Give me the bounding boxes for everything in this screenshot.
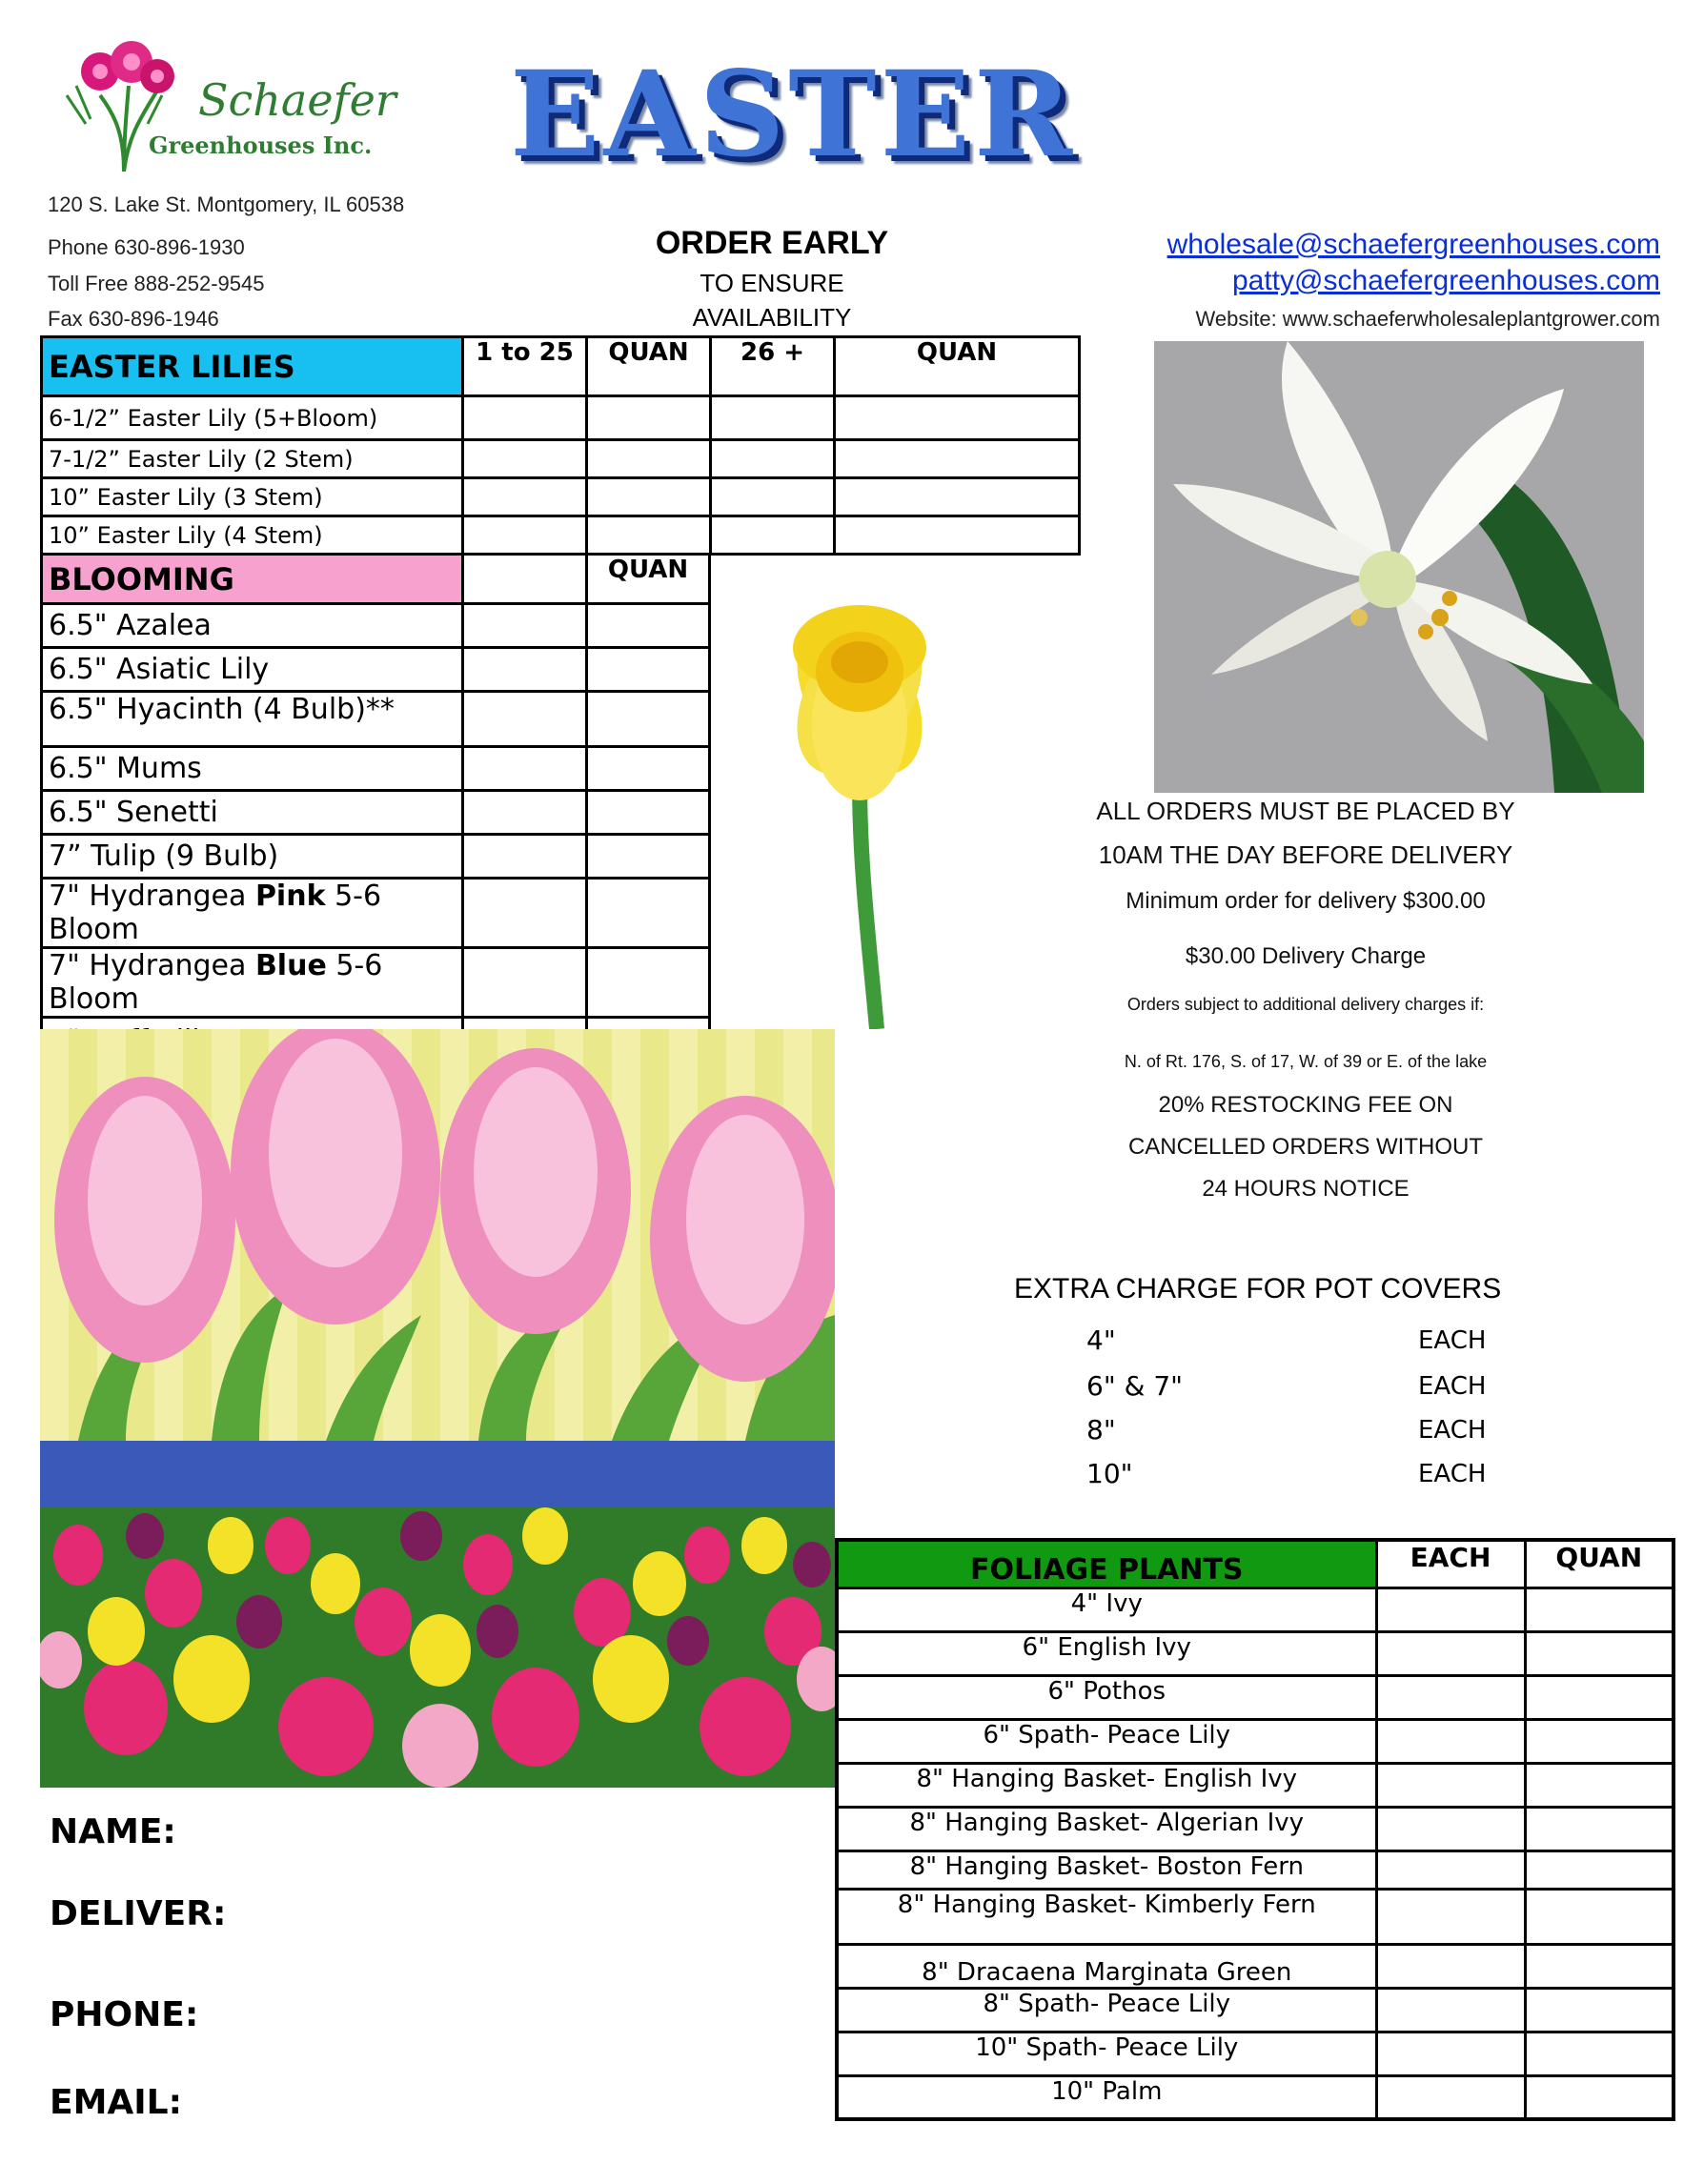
lily-cell[interactable] (835, 516, 1080, 555)
blooming-item: 6.5" Hyacinth (4 Bulb)** (42, 692, 463, 747)
lily-cell[interactable] (463, 478, 587, 516)
blooming-cell[interactable] (463, 604, 587, 648)
blooming-item-hydrangea-pink (42, 879, 463, 948)
hydrangea-pink-post: 5-6 Bloom (49, 880, 382, 946)
lily-cell[interactable] (711, 440, 835, 478)
foliage-item: 8" Hanging Basket- Boston Fern (837, 1850, 1376, 1889)
foliage-cell[interactable] (1525, 1889, 1674, 1944)
foliage-header: FOLIAGE PLANTS (837, 1540, 1376, 1587)
foliage-cell[interactable] (1525, 1631, 1674, 1675)
foliage-cell[interactable] (1525, 1807, 1674, 1850)
email-link-wholesale[interactable]: wholesale@schaefergreenhouses.com (1166, 229, 1660, 260)
page-title: EASTER (510, 46, 1077, 184)
pot-cover-size: 8" (1086, 1414, 1116, 1446)
lily-cell[interactable] (835, 478, 1080, 516)
blooming-cell[interactable] (463, 879, 587, 948)
lily-cell[interactable] (587, 396, 711, 440)
blooming-cell[interactable] (463, 948, 587, 1018)
foliage-cell[interactable] (1376, 1807, 1525, 1850)
foliage-cell[interactable] (1376, 1889, 1525, 1944)
lily-cell[interactable] (463, 516, 587, 555)
info-delivery-area: N. of Rt. 176, S. of 17, W. of 39 or E. of the lake (1124, 1052, 1488, 1071)
lily-cell[interactable] (587, 516, 711, 555)
info-orders-deadline-1: ALL ORDERS MUST BE PLACED BY (1096, 797, 1515, 825)
foliage-item: 10" Spath- Peace Lily (837, 2032, 1376, 2075)
foliage-cell[interactable] (1525, 1719, 1674, 1763)
pot-covers-title: EXTRA CHARGE FOR POT COVERS (1014, 1273, 1502, 1304)
pot-cover-unit: EACH (1418, 1460, 1487, 1488)
foliage-cell[interactable] (1376, 1763, 1525, 1807)
fax-text: Fax 630-896-1946 (48, 307, 219, 331)
blooming-cell[interactable] (463, 692, 587, 747)
blooming-cell[interactable] (463, 747, 587, 791)
blooming-table (40, 553, 711, 1061)
lily-cell[interactable] (711, 478, 835, 516)
email-label: EMAIL: (50, 2083, 183, 2122)
foliage-item: 8" Hanging Basket- Kimberly Fern (837, 1889, 1376, 1944)
order-early-line2: TO ENSURE (700, 269, 844, 297)
blooming-cell[interactable] (587, 747, 710, 791)
blooming-item-hydrangea-blue (42, 948, 463, 1018)
foliage-item: 4" Ivy (837, 1587, 1376, 1631)
blooming-item: 6.5" Mums (42, 747, 463, 791)
blooming-col-blank (463, 555, 587, 604)
lily-cell[interactable] (587, 478, 711, 516)
foliage-item: 6" Spath- Peace Lily (837, 1719, 1376, 1763)
easter-lilies-header: EASTER LILIES (42, 337, 463, 396)
blooming-cell[interactable] (587, 791, 710, 835)
company-logo (57, 29, 396, 172)
lily-cell[interactable] (711, 516, 835, 555)
info-delivery-charge: $30.00 Delivery Charge (1185, 943, 1427, 969)
foliage-item: 8" Dracaena Marginata Green (837, 1944, 1376, 1988)
hydrangea-blue-color: Blue (254, 949, 327, 982)
foliage-cell[interactable] (1525, 1988, 1674, 2032)
hydrangea-pink-pre: 7" Hydrangea (49, 880, 255, 913)
blooming-item: 7” Tulip (9 Bulb) (42, 835, 463, 879)
pot-cover-unit: EACH (1418, 1416, 1487, 1445)
lily-cell[interactable] (463, 440, 587, 478)
blooming-cell[interactable] (463, 648, 587, 692)
blooming-cell[interactable] (463, 791, 587, 835)
foliage-item: 8" Spath- Peace Lily (837, 1988, 1376, 2032)
lily-item: 10” Easter Lily (3 Stem) (42, 478, 463, 516)
blooming-cell[interactable] (587, 604, 710, 648)
address-text: 120 S. Lake St. Montgomery, IL 60538 (48, 192, 405, 216)
info-restocking-2: CANCELLED ORDERS WITHOUT (1127, 1134, 1484, 1160)
tulip-field-image (40, 1441, 835, 1788)
blooming-cell[interactable] (587, 692, 710, 747)
foliage-cell[interactable] (1525, 1763, 1674, 1807)
col-quan-2: QUAN (835, 337, 1080, 396)
foliage-cell[interactable] (1376, 1944, 1525, 1988)
foliage-cell[interactable] (1525, 2032, 1674, 2075)
blooming-item: 6.5" Senetti (42, 791, 463, 835)
phone-label: PHONE: (50, 1995, 199, 2034)
foliage-item: 6" Pothos (837, 1675, 1376, 1719)
foliage-cell[interactable] (1525, 1675, 1674, 1719)
foliage-cell[interactable] (1376, 2032, 1525, 2075)
blooming-cell[interactable] (587, 879, 710, 948)
hydrangea-blue-post: 5-6 Bloom (49, 949, 383, 1016)
foliage-cell[interactable] (1525, 1850, 1674, 1889)
pot-cover-size: 6" & 7" (1086, 1370, 1184, 1402)
lily-cell[interactable] (835, 440, 1080, 478)
foliage-cell[interactable] (1376, 1850, 1525, 1889)
info-additional-charges: Orders subject to additional delivery charges if: (1126, 995, 1485, 1014)
lily-cell[interactable] (587, 440, 711, 478)
blooming-cell[interactable] (463, 835, 587, 879)
blooming-cell[interactable] (587, 948, 710, 1018)
foliage-table (835, 1538, 1675, 2121)
logo-brand-name: Schaefer (198, 74, 396, 126)
hydrangea-pink-color: Pink (254, 880, 326, 913)
daffodil-image (717, 562, 1003, 1029)
deliver-label: DELIVER: (50, 1894, 227, 1933)
col-1-to-25: 1 to 25 (463, 337, 587, 396)
lily-cell[interactable] (711, 396, 835, 440)
lily-cell[interactable] (835, 396, 1080, 440)
info-restocking-3: 24 HOURS NOTICE (1202, 1176, 1410, 1202)
pot-cover-size: 4" (1086, 1325, 1116, 1356)
easter-lily-image (1154, 341, 1644, 793)
name-label: NAME: (50, 1812, 176, 1851)
foliage-item: 8" Hanging Basket- Algerian Ivy (837, 1807, 1376, 1850)
foliage-cell[interactable] (1376, 1719, 1525, 1763)
foliage-cell[interactable] (1376, 1675, 1525, 1719)
lily-item: 7-1/2” Easter Lily (2 Stem) (42, 440, 463, 478)
foliage-col-quan: QUAN (1525, 1540, 1674, 1587)
blooming-header: BLOOMING (42, 555, 463, 604)
foliage-cell[interactable] (1376, 2075, 1525, 2119)
blooming-item: 6.5" Azalea (42, 604, 463, 648)
easter-lilies-table (40, 335, 1081, 556)
hyacinth-image (40, 1029, 835, 1441)
tollfree-text: Toll Free 888-252-9545 (48, 272, 265, 295)
logo-brand-sub: Greenhouses Inc. (149, 131, 373, 159)
blooming-col-quan: QUAN (587, 555, 710, 604)
foliage-cell[interactable] (1525, 1587, 1674, 1631)
foliage-cell[interactable] (1525, 1944, 1674, 1988)
website-text: Website: www.schaeferwholesaleplantgrower.com (1195, 307, 1660, 331)
pot-cover-unit: EACH (1418, 1326, 1487, 1355)
foliage-item: 8" Hanging Basket- English Ivy (837, 1763, 1376, 1807)
order-early-line3: AVAILABILITY (692, 303, 852, 332)
foliage-cell[interactable] (1376, 1988, 1525, 2032)
pot-cover-size: 10" (1086, 1458, 1133, 1489)
col-quan-1: QUAN (587, 337, 711, 396)
foliage-cell[interactable] (1525, 2075, 1674, 2119)
info-orders-deadline-2: 10AM THE DAY BEFORE DELIVERY (1098, 840, 1513, 869)
lily-item: 10” Easter Lily (4 Stem) (42, 516, 463, 555)
pot-cover-unit: EACH (1418, 1372, 1487, 1401)
foliage-cell[interactable] (1376, 1587, 1525, 1631)
lily-cell[interactable] (463, 396, 587, 440)
email-link-patty[interactable]: patty@schaefergreenhouses.com (1231, 265, 1660, 296)
phone-text: Phone 630-896-1930 (48, 235, 245, 259)
blooming-cell[interactable] (587, 835, 710, 879)
blooming-cell[interactable] (587, 648, 710, 692)
col-26-plus: 26 + (711, 337, 835, 396)
foliage-item: 10" Palm (837, 2075, 1376, 2119)
info-minimum-order: Minimum order for delivery $300.00 (1126, 888, 1486, 914)
order-early-heading: ORDER EARLY (655, 225, 889, 261)
foliage-item: 6" English Ivy (837, 1631, 1376, 1675)
blooming-item: 6.5" Asiatic Lily (42, 648, 463, 692)
foliage-cell[interactable] (1376, 1631, 1525, 1675)
lily-item: 6-1/2” Easter Lily (5+Bloom) (42, 396, 463, 440)
foliage-col-each: EACH (1376, 1540, 1525, 1587)
info-restocking-1: 20% RESTOCKING FEE ON (1158, 1092, 1453, 1118)
hydrangea-blue-pre: 7" Hydrangea (49, 949, 255, 982)
